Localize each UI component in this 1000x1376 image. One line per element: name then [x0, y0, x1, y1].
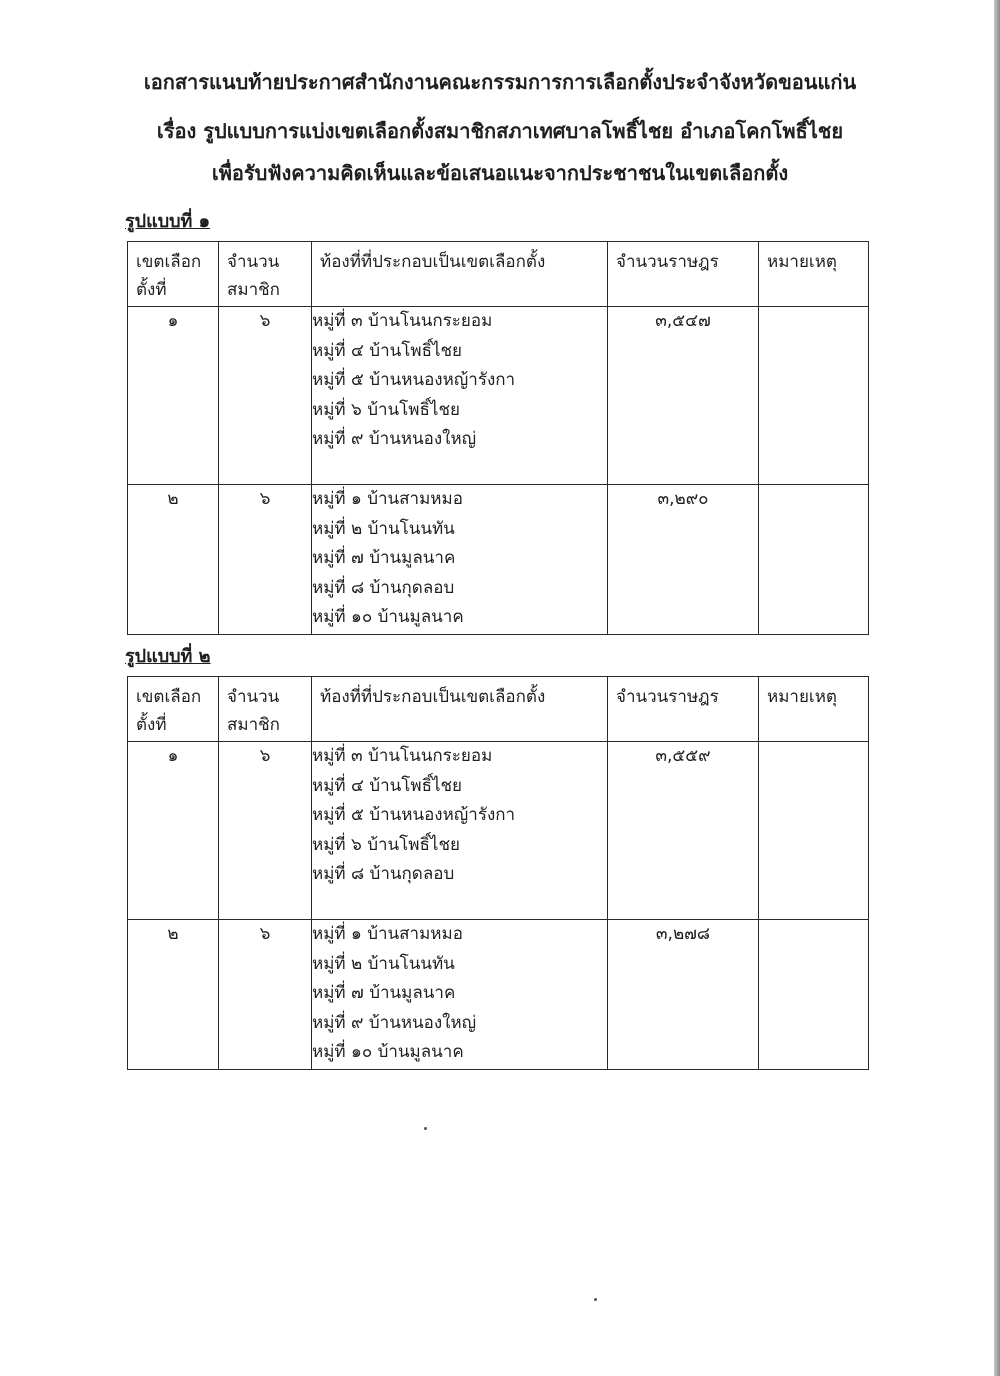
village-item: หมู่ที่ ๘ บ้านกุดลอบ — [312, 577, 455, 598]
column-header-members: จำนวนสมาชิก — [219, 242, 312, 307]
village-item: หมู่ที่ ๓ บ้านโนนกระยอม — [312, 311, 493, 331]
document-title-line-1: เอกสารแนบท้ายประกาศสำนักงานคณะกรรมการการเลือกตั้งประจำจังหวัดขอนแก่น — [143, 70, 857, 94]
village-list — [312, 485, 608, 635]
zone-number: ๑ — [128, 742, 219, 920]
scan-edge — [994, 0, 1000, 1376]
scan-speck — [424, 1127, 427, 1130]
remarks-cell — [759, 485, 869, 635]
member-count: ๖ — [219, 485, 312, 635]
population-count: ๓,๕๔๗ — [608, 307, 759, 485]
village-item: หมู่ที่ ๘ บ้านกุดลอบ — [312, 864, 455, 884]
column-header-area: ท้องที่ที่ประกอบเป็นเขตเลือกตั้ง — [312, 242, 608, 307]
format-1-title: รูปแบบที่ ๑ — [125, 211, 211, 232]
table-row — [128, 742, 869, 920]
member-count: ๖ — [219, 742, 312, 920]
village-item: หมู่ที่ ๗ บ้านมูลนาค — [312, 983, 456, 1003]
column-header-zone: เขตเลือกตั้งที่ — [128, 242, 219, 307]
column-header-remarks: หมายเหตุ — [759, 242, 869, 307]
village-item: หมู่ที่ ๑ บ้านสามหมอ — [312, 924, 463, 944]
village-item: หมู่ที่ ๑ บ้านสามหมอ — [312, 489, 463, 509]
column-header-population: จำนวนราษฎร — [608, 677, 759, 742]
village-item: หมู่ที่ ๙ บ้านหนองใหญ่ — [312, 1012, 477, 1033]
village-item: หมู่ที่ ๑๐ บ้านมูลนาค — [312, 1042, 464, 1062]
table-header-row — [128, 677, 869, 742]
remarks-cell — [759, 742, 869, 920]
column-header-area: ท้องที่ที่ประกอบเป็นเขตเลือกตั้ง — [312, 677, 608, 742]
village-item: หมู่ที่ ๔ บ้านโพธิ์ไชย — [312, 775, 463, 796]
table-header-row — [128, 242, 869, 307]
village-item: หมู่ที่ ๒ บ้านโนนทัน — [312, 518, 455, 539]
village-item: หมู่ที่ ๕ บ้านหนองหญ้ารังกา — [312, 370, 516, 390]
format-2-title: รูปแบบที่ ๒ — [125, 646, 211, 667]
village-item: หมู่ที่ ๖ บ้านโพธิ์ไชย — [312, 399, 460, 420]
village-list — [312, 742, 608, 920]
zone-number: ๒ — [128, 485, 219, 635]
table-row — [128, 920, 869, 1070]
format-2-table — [127, 676, 869, 1070]
column-header-members: จำนวนสมาชิก — [219, 677, 312, 742]
village-list — [312, 920, 608, 1070]
document-title-line-2: เรื่อง รูปแบบการแบ่งเขตเลือกตั้งสมาชิกสภาเทศบาลโพธิ์ไชย อำเภอโคกโพธิ์ไชย — [156, 119, 844, 143]
population-count: ๓,๕๕๙ — [608, 742, 759, 920]
format-1-table — [127, 241, 869, 635]
column-header-population: จำนวนราษฎร — [608, 242, 759, 307]
population-count: ๓,๒๗๘ — [608, 920, 759, 1070]
village-item: หมู่ที่ ๙ บ้านหนองใหญ่ — [312, 429, 477, 449]
remarks-cell — [759, 307, 869, 485]
village-item: หมู่ที่ ๓ บ้านโนนกระยอม — [312, 746, 493, 766]
scan-speck — [594, 1298, 597, 1301]
village-item: หมู่ที่ ๕ บ้านหนองหญ้ารังกา — [312, 805, 516, 825]
village-item: หมู่ที่ ๔ บ้านโพธิ์ไชย — [312, 340, 463, 361]
remarks-cell — [759, 920, 869, 1070]
table-row — [128, 485, 869, 635]
village-list — [312, 307, 608, 485]
village-item: หมู่ที่ ๗ บ้านมูลนาค — [312, 548, 456, 568]
population-count: ๓,๒๙๐ — [608, 485, 759, 635]
table-row — [128, 307, 869, 485]
document-title-line-3: เพื่อรับฟังความคิดเห็นและข้อเสนอแนะจากประชาชนในเขตเลือกตั้ง — [211, 161, 789, 185]
column-header-remarks: หมายเหตุ — [759, 677, 869, 742]
zone-number: ๒ — [128, 920, 219, 1070]
village-item: หมู่ที่ ๒ บ้านโนนทัน — [312, 953, 455, 974]
column-header-zone: เขตเลือกตั้งที่ — [128, 677, 219, 742]
zone-number: ๑ — [128, 307, 219, 485]
village-item: หมู่ที่ ๑๐ บ้านมูลนาค — [312, 607, 464, 627]
village-item: หมู่ที่ ๖ บ้านโพธิ์ไชย — [312, 834, 460, 855]
member-count: ๖ — [219, 920, 312, 1070]
member-count: ๖ — [219, 307, 312, 485]
